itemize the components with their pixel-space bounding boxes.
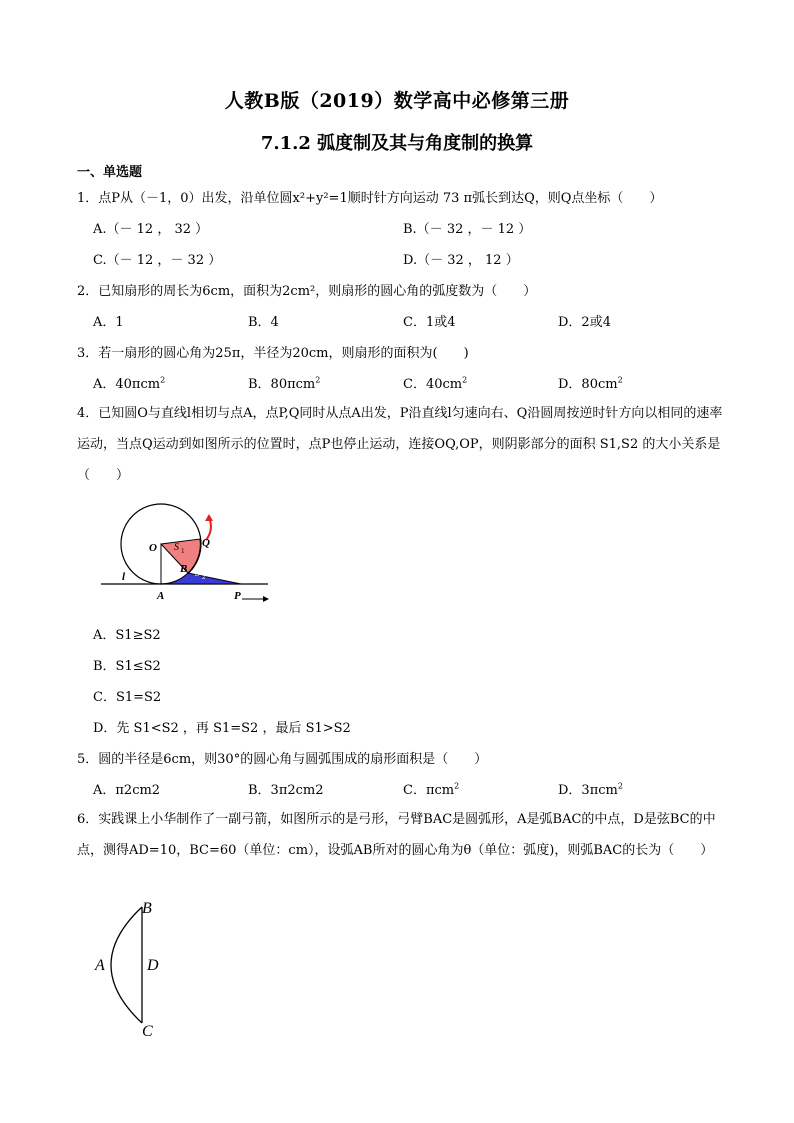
question-5-stem: 5．圆的半径是6cm，则30°的圆心角与圆弧围成的扇形面积是（ ） <box>77 752 488 767</box>
label-c: C <box>142 1023 153 1040</box>
q1-option-d: D.（－ 32 ， 12 ） <box>403 253 519 268</box>
label-o: O <box>149 542 157 554</box>
q5-option-d: D．3πcm$^2$ <box>558 781 623 798</box>
q4-option-b: B．S1≤S2 <box>93 659 161 674</box>
q2-option-a: A．1 <box>93 315 124 330</box>
question-6-stem: 6．实践课上小华制作了一副弓箭，如图所示的是弓形，弓臂BAC是圆弧形，A是弧BAC的中点，D是弦BC的中点，测得AD=10，BC=60（单位：cm），设弧AB所对的圆心角为θ（单位：弧度)，则弧BAC的长为（ ） <box>77 812 716 858</box>
arrowhead-q <box>205 514 213 521</box>
q4-option-a: A．S1≥S2 <box>93 628 161 643</box>
label-s2: S <box>195 568 200 579</box>
q3-option-b: B．80πcm$^2$ <box>248 375 321 392</box>
question-1-stem: 1．点P从（－1，0）出发，沿单位圆x²+y²=1顺时针方向运动 73 π弧长到达Q，则Q点坐标（ ） <box>77 191 663 206</box>
q3-option-c: C．$40cm^2$ <box>403 375 468 392</box>
question-4-stem: 4．已知圆O与直线l相切与点A，点P,Q同时从点A出发，P沿直线l匀速向右、Q沿圆周按逆时针方向以相同的速率运动，当点Q运动到如图所示的位置时，点P也停止运动，连接OQ,OP，则阴影部分的面积 S1,S2 的大小关系是（ ） <box>77 406 723 483</box>
q2-option-c: C．1或4 <box>403 315 456 330</box>
label-d: D <box>147 957 159 974</box>
label-a: A <box>157 590 165 602</box>
document-subtitle: 7.1.2 弧度制及其与角度制的换算 <box>260 133 534 154</box>
question-3-stem: 3．若一扇形的圆心角为25π，半径为20cm，则扇形的面积为( ) <box>77 346 469 361</box>
label-b: B <box>142 900 152 917</box>
arrowhead-p <box>263 596 269 602</box>
q5-option-b: B．3π2cm2 <box>248 783 324 798</box>
label-a: A <box>95 957 105 974</box>
document-title: 人教B版（2019）数学高中必修第三册 <box>224 90 570 112</box>
arc-bac <box>111 907 142 1023</box>
label-l: l <box>122 571 126 583</box>
figure-circle-tangent <box>98 500 278 610</box>
label-b: B <box>180 563 188 575</box>
section-heading: 一、单选题 <box>77 165 143 180</box>
q3-option-d: D．$80cm^2$ <box>558 375 623 392</box>
q4-option-d: D．先 S1<S2 ，再 S1=S2 ，最后 S1>S2 <box>93 721 351 736</box>
q1-option-c: C.（－ 12 ，－ 32 ） <box>93 253 222 268</box>
q1-option-a: A.（－ 12 ， 32 ） <box>93 222 209 237</box>
label-q: Q <box>202 537 210 549</box>
q2-option-b: B．4 <box>248 315 279 330</box>
q2-option-d: D．2或4 <box>558 315 611 330</box>
q1-option-b: B.（－ 32 ，－ 12 ） <box>403 222 532 237</box>
question-2-stem: 2．已知扇形的周长为6cm，面积为2cm²，则扇形的圆心角的弧度数为（ ） <box>77 284 537 299</box>
label-p: P <box>234 590 241 602</box>
q5-option-a: A．π2cm2 <box>93 783 161 798</box>
label-s2-subscript: 2 <box>202 573 206 581</box>
q3-option-a: A．40πcm$^2$ <box>93 375 166 392</box>
label-s1: S <box>174 542 179 553</box>
region-s2 <box>161 573 241 584</box>
q5-option-c: C．πcm$^2$ <box>403 781 460 798</box>
figure-bow-arc <box>90 895 170 1045</box>
label-s1-subscript: 1 <box>181 547 185 555</box>
q4-option-c: C．S1=S2 <box>93 690 162 705</box>
